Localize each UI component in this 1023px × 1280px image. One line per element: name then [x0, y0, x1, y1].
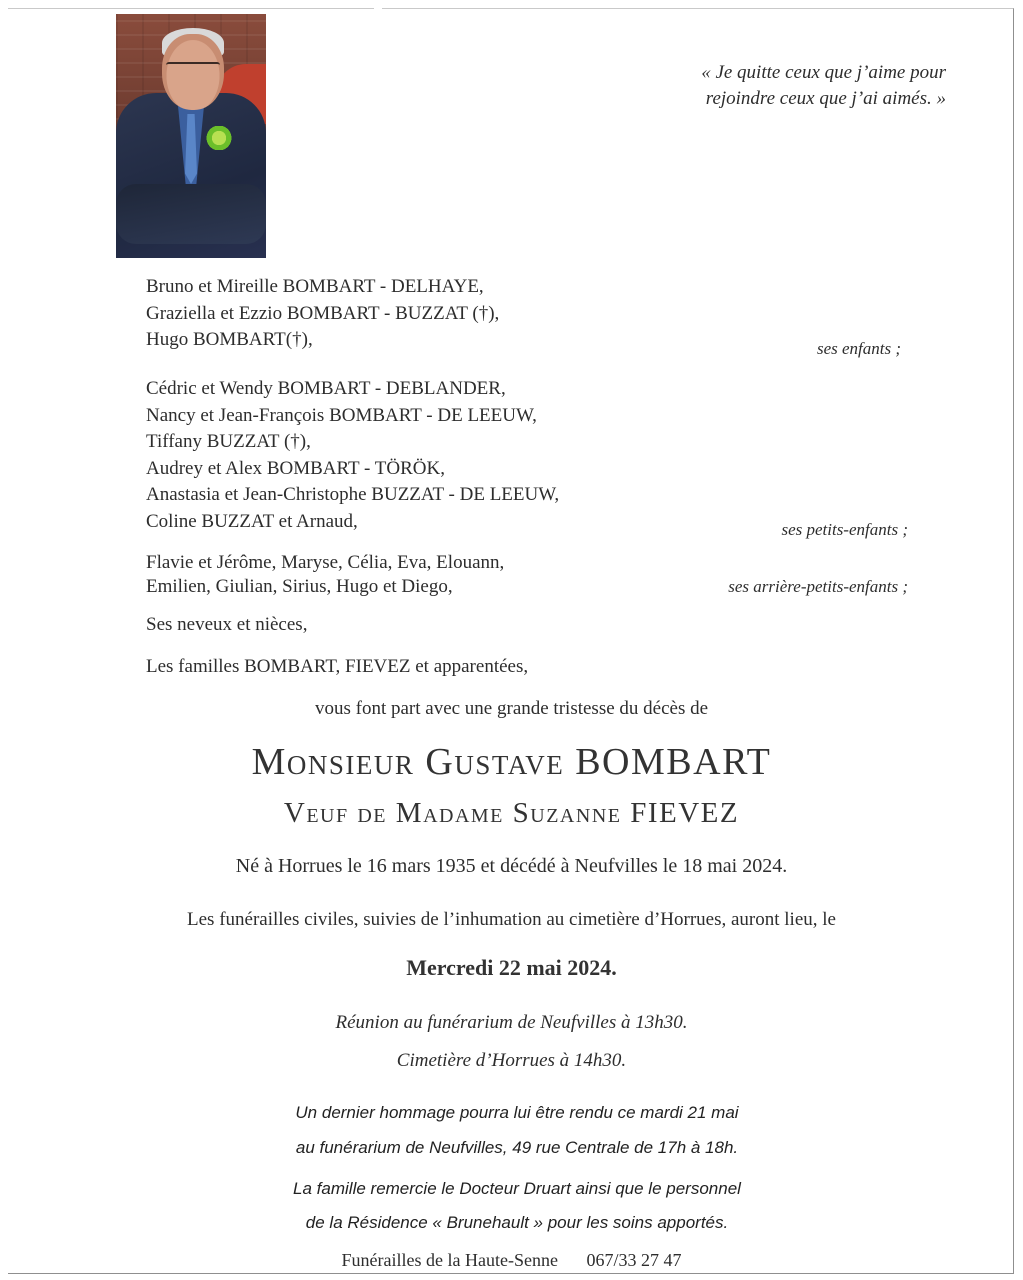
funeral-info: Les funérailles civiles, suivies de l’inhumation au cimetière d’Horrues, auront lieu, le: [187, 909, 836, 930]
family-line: Cédric et Wendy BOMBART - DEBLANDER,: [146, 378, 506, 399]
deceased-name: Monsieur Gustave BOMBART: [251, 741, 772, 783]
hommage-line: au funérarium de Neufvilles, 49 rue Centrale de 17h à 18h.: [295, 1138, 739, 1157]
children-relation: ses enfants ;: [816, 339, 901, 358]
funeral-phone: 067/33 27 47: [586, 1250, 682, 1270]
family-line: Anastasia et Jean-Christophe BUZZAT - DE LEEUW,: [146, 484, 560, 505]
nephews-line: Ses neveux et nièces,: [146, 614, 308, 635]
great-grandchildren-list: [146, 551, 504, 599]
family-line: Nancy et Jean-François BOMBART - DE LEEUW,: [146, 404, 537, 426]
children-list: [146, 274, 499, 354]
family-line: Coline BUZZAT et Arnaud,: [146, 510, 358, 532]
portrait-photo: [116, 14, 266, 258]
thanks-line: La famille remercie le Docteur Druart ainsi que le personnel: [293, 1179, 741, 1198]
families-line: Les familles BOMBART, FIEVEZ et apparentées,: [146, 656, 529, 677]
family-line: Graziella et Ezzio BOMBART - BUZZAT (†),: [146, 302, 500, 324]
grandchildren-relation: ses petits-enfants ;: [781, 520, 908, 539]
family-line: Emilien, Giulian, Sirius, Hugo et Diego,: [146, 576, 453, 597]
funeral-date: Mercredi 22 mai 2024.: [406, 955, 617, 980]
family-line: Audrey et Alex BOMBART - TÖRÖK,: [146, 457, 445, 479]
birth-death-dates: Né à Horrues le 16 mars 1935 et décédé à Neufvilles le 18 mai 2024.: [235, 855, 788, 877]
thanks-line: de la Résidence « Brunehault » pour les soins apportés.: [305, 1213, 729, 1232]
quote-line: rejoindre ceux que j’ai aimés. »: [705, 88, 946, 109]
funeral-company: Funérailles de la Haute-Senne: [341, 1250, 558, 1270]
footer: [0, 1250, 1023, 1271]
family-line: Flavie et Jérôme, Maryse, Célia, Eva, Elouann,: [146, 552, 505, 573]
grandchildren-list: [146, 376, 559, 535]
hommage-line: Un dernier hommage pourra lui être rendu ce mardi 21 mai: [295, 1103, 739, 1122]
funeral-cemetery: Cimetière d’Horrues à 14h30.: [396, 1050, 627, 1071]
family-line: Bruno et Mireille BOMBART - DELHAYE,: [146, 276, 484, 297]
family-line: Tiffany BUZZAT (†),: [146, 431, 311, 452]
funeral-reunion: Réunion au funérarium de Neufvilles à 13h30.: [335, 1012, 688, 1033]
frame-gap: [374, 5, 382, 11]
quote-line: « Je quitte ceux que j’aime pour: [701, 62, 946, 83]
family-line: Hugo BOMBART(†),: [146, 329, 313, 350]
great-grandchildren-relation: ses arrière-petits-enfants ;: [728, 577, 908, 596]
epitaph-quote: [560, 60, 946, 112]
announcement-intro: vous font part avec une grande tristesse du décès de: [314, 698, 709, 719]
widow-of: Veuf de Madame Suzanne FIEVEZ: [283, 797, 740, 829]
